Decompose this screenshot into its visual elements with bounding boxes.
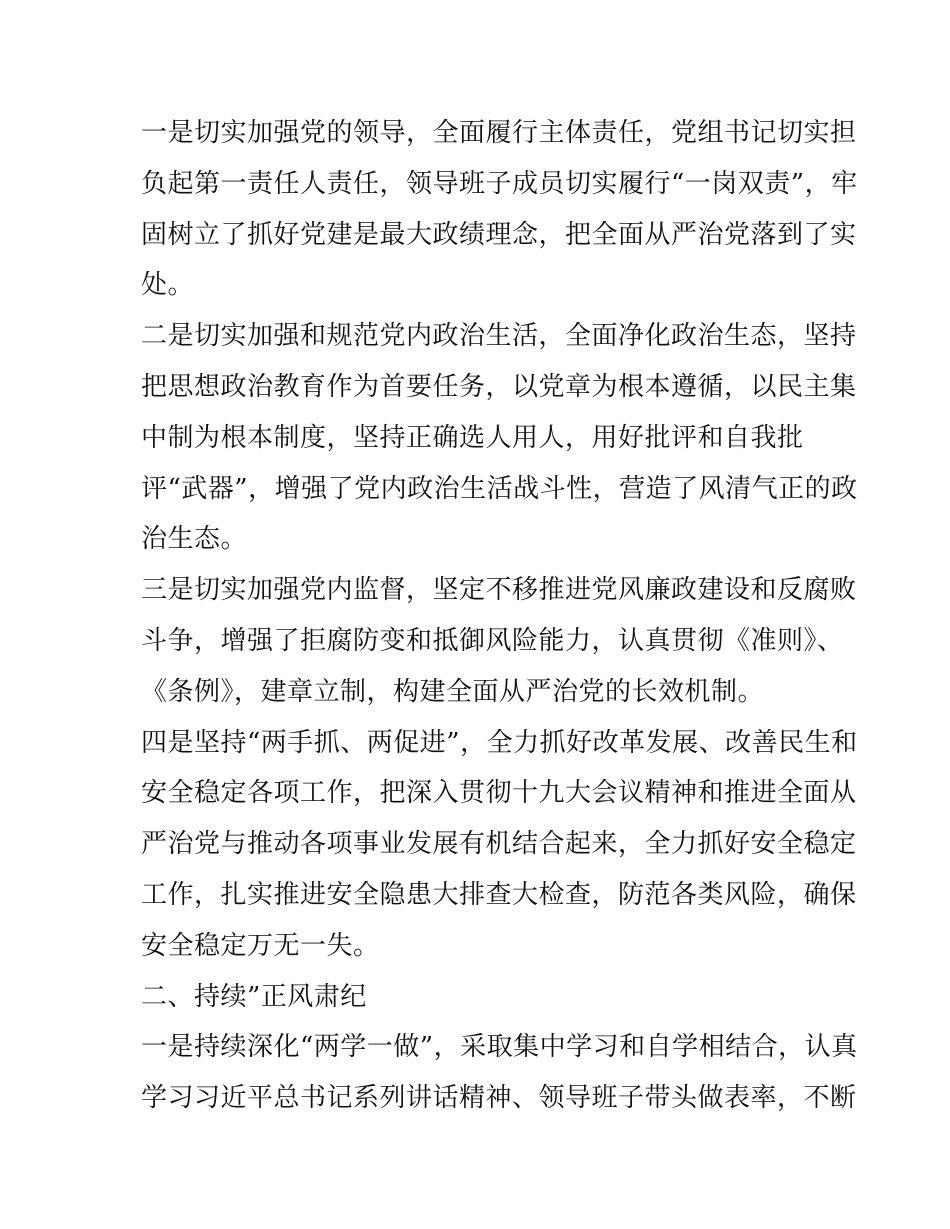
text-line: 斗争，增强了拒腐防变和抵御风险能力，认真贯彻《准则》、 [141,625,844,656]
text-line: 治生态。 [141,524,248,555]
text-line: 固树立了抓好党建是最大政绩理念，把全面从严治党落到了实 [141,219,857,250]
text-line: 学习习近平总书记系列讲话精神、领导班子带头做表率，不断 [141,1083,857,1114]
text-line: 四是坚持“两手抓、两促进”，全力抓好改革发展、改善民生和 [141,727,858,758]
text-line: 工作，扎实推进安全隐患大排查大检查，防范各类风险，确保 [141,879,857,910]
document-body [141,108,858,1124]
section-heading: 二、持续”正风肃纪 [141,981,367,1012]
text-line: 评“武器”，增强了党内政治生活战斗性，营造了风清气正的政 [141,473,858,504]
text-line: 中制为根本制度，坚持正确选人用人，用好批评和自我批 [141,422,804,453]
text-line: 一是持续深化“两学一做”，采取集中学习和自学相结合，认真 [141,1032,858,1063]
text-line: 三是切实加强党内监督，坚定不移推进党风廉政建设和反腐败 [141,575,857,606]
text-line: 负起第一责任人责任，领导班子成员切实履行“一岗双责”，牢 [141,168,858,199]
text-line: 二是切实加强和规范党内政治生活，全面净化政治生态，坚持 [141,321,857,352]
text-line: 一是切实加强党的领导，全面履行主体责任，党组书记切实担 [141,118,857,148]
text-line: 安全稳定万无一失。 [141,930,380,961]
text-line: 处。 [141,270,195,301]
text-line: 安全稳定各项工作，把深入贯彻十九大会议精神和推进全面从 [141,778,857,809]
text-line: 《条例》，建章立制，构建全面从严治党的长效机制。 [141,676,765,707]
text-line: 严治党与推动各项事业发展有机结合起来，全力抓好安全稳定 [141,829,857,860]
text-line: 把思想政治教育作为首要任务，以党章为根本遵循，以民主集 [141,371,857,402]
